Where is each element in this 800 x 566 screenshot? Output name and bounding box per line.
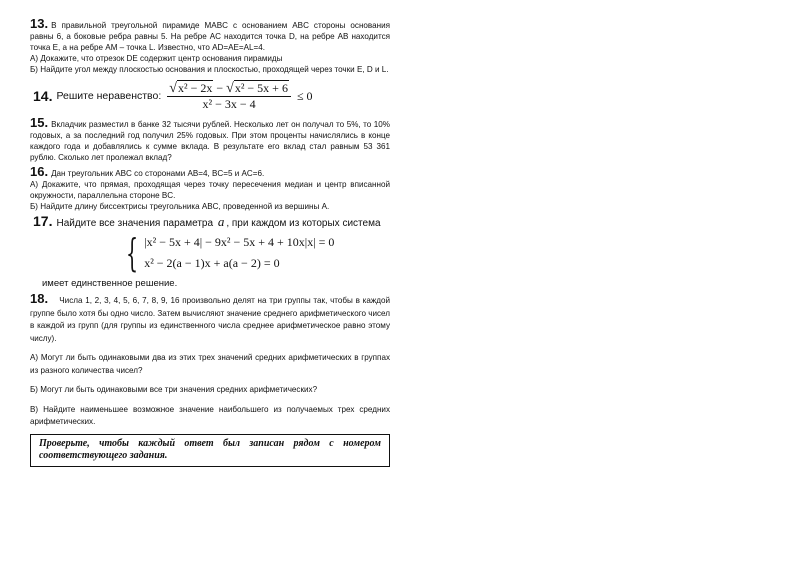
brace-icon: { xyxy=(126,231,139,275)
task-number: 17. xyxy=(33,213,53,229)
task-14 xyxy=(33,78,390,114)
task-15 xyxy=(30,117,390,163)
equation-system xyxy=(120,230,390,276)
task-17-tail: имеет единственное решение. xyxy=(42,278,178,289)
task-number: 14. xyxy=(33,87,53,104)
inequality-fraction xyxy=(167,80,291,111)
task-number: 15. xyxy=(30,115,49,130)
task-number: 13. xyxy=(30,16,49,31)
task-part-b: Б) Найдите угол между плоскостью основания и плоскостью, проходящей через точки E, D и L. xyxy=(30,65,389,74)
task-part-b: Б) Найдите длину биссектрисы треугольника ABC, проведенной из вершины A. xyxy=(30,202,330,211)
minus-sign: − xyxy=(216,80,224,95)
task-number: 18. xyxy=(30,291,49,306)
fraction-numerator xyxy=(167,80,291,97)
sqrt-icon: √ xyxy=(226,80,234,96)
task-17 xyxy=(33,215,390,230)
task-text: Найдите все значения параметра xyxy=(56,218,214,229)
radicand-2: x² − 5x + 6 xyxy=(234,80,288,95)
equation-2: x² − 2(a − 1)x + a(a − 2) = 0 xyxy=(144,256,280,270)
equation-1: |x² − 5x + 4| − 9x² − 5x + 4 + 10x|x| = 0 xyxy=(144,235,335,249)
task-text: Дан треугольник ABC со сторонами AB=4, BC=5 и AC=6. xyxy=(51,169,265,178)
task-part-a: А) Докажите, что прямая, проходящая через точку пересечения медиан и центр вписанной окружности, параллельна стороне BC. xyxy=(30,180,390,200)
task-13 xyxy=(30,18,390,75)
task-text: Числа 1, 2, 3, 4, 5, 6, 7, 8, 9, 16 произвольно делят на три группы так, чтобы в каждой группе было хотя бы одно число. Затем вычисляют значение среднего арифметического чисел в каждой из групп (для группы из единственного числа среднее арифметическое равно этому числу). xyxy=(30,296,391,343)
task-part-c: В) Найдите наименьшее возможное значение наибольшего из получаемых трех средних арифметических. xyxy=(30,404,390,426)
radicand-1: x² − 2x xyxy=(177,80,213,95)
task-part-a: А) Докажите, что отрезок DE содержит центр основания пирамиды xyxy=(30,54,283,63)
task-16 xyxy=(30,166,390,212)
parameter-symbol: a xyxy=(217,214,225,229)
task-part-a: А) Могут ли быть одинаковыми два из этих трех значений средних арифметических в группах из разного количества чисел? xyxy=(30,353,390,375)
answer-note-box: Проверьте, чтобы каждый ответ был записан рядом с номером соответствующего задания. xyxy=(30,434,390,467)
worksheet-page xyxy=(30,18,390,467)
sqrt-icon: √ xyxy=(169,80,177,96)
task-part-b: Б) Могут ли быть одинаковыми все три значения средних арифметических? xyxy=(30,385,318,394)
task-text: Решите неравенство: xyxy=(56,89,162,102)
task-number: 16. xyxy=(30,164,49,179)
task-text: Вкладчик разместил в банке 32 тысячи рублей. Несколько лет он получал то 5%, то 10% годовых, а за последний год получил 25% годовых. При этом проценты начислялись в конце каждого года и добавлялись к сумме вклада. В результате его вклад стал равным 53 361 рублю. Сколько лет пролежал вклад? xyxy=(30,120,390,162)
fraction-denominator: x² − 3x − 4 xyxy=(202,96,256,111)
task-text: В правильной треугольной пирамиде MABC с основанием ABC стороны основания равны 6, а боковые ребра равны 5. На ребре AC находится точка D, на ребре AB находится точка E, а на ребре AM – точка L. Известно, что AD=AE=AL=4. xyxy=(30,21,390,52)
inequality-relation: ≤ 0 xyxy=(296,88,313,103)
task-18 xyxy=(30,293,390,429)
task-text-continued: , при каждом из которых система xyxy=(226,218,381,229)
